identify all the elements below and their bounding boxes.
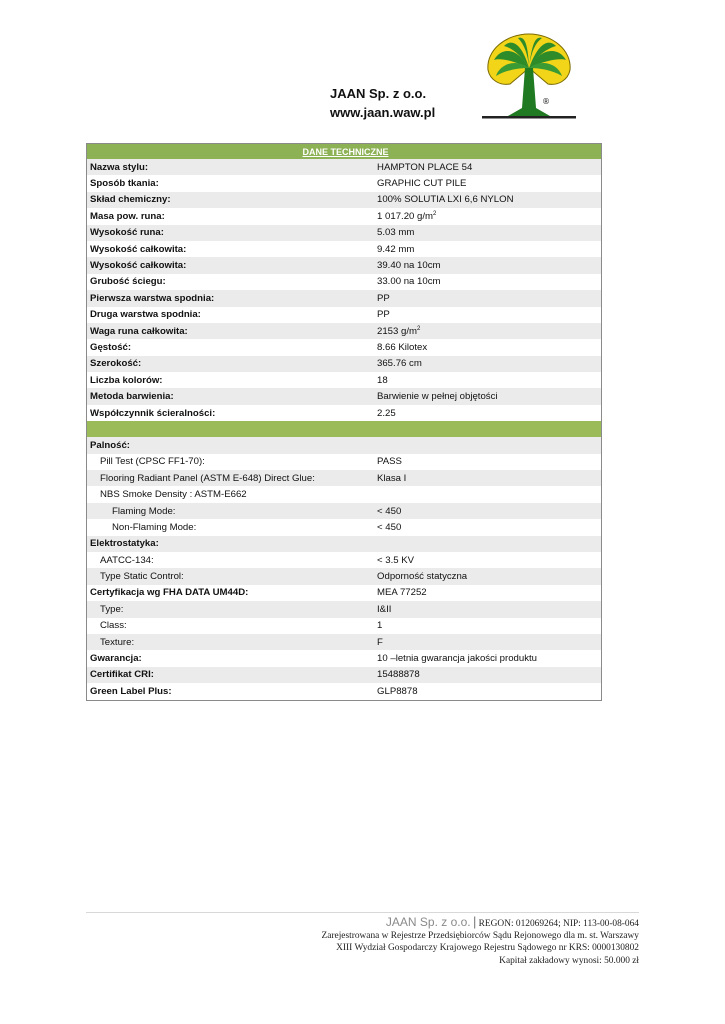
- row-value: [373, 568, 601, 584]
- row-value-text: < 450: [377, 521, 402, 533]
- table-row: [87, 470, 602, 486]
- row-value: [373, 470, 601, 486]
- footer-line-4: Kapitał zakładowy wynosi: 50.000 zł: [499, 955, 639, 966]
- table-row: [87, 208, 602, 224]
- row-value-text: F: [377, 636, 383, 648]
- table-row: [87, 257, 602, 273]
- footer-divider: [86, 912, 639, 913]
- table-row: [87, 323, 602, 339]
- row-value-text: Barwienie w pełnej objętości: [377, 391, 498, 403]
- table-row: [87, 536, 602, 552]
- row-value: [373, 552, 601, 568]
- unit-exponent: 2: [433, 210, 437, 217]
- row-label: Pill Test (CPSC FF1-70):: [100, 456, 205, 468]
- row-label: Metoda barwienia:: [87, 388, 374, 404]
- row-value-text: PP: [377, 309, 390, 321]
- row-value-text: PP: [377, 292, 390, 304]
- row-value: [373, 650, 601, 666]
- row-value: [373, 257, 601, 273]
- table-title-row: [87, 144, 602, 160]
- company-name: JAAN Sp. z o.o.: [330, 86, 427, 101]
- row-value-text: 33.00 na 10cm: [377, 276, 441, 288]
- table-row: [87, 356, 602, 372]
- row-label: Wysokość całkowita:: [90, 243, 187, 255]
- row-label: Współczynnik ścieralności:: [90, 407, 216, 419]
- row-value-text: 18: [377, 374, 388, 386]
- row-label: NBS Smoke Density : ASTM-E662: [100, 489, 247, 501]
- row-label: Sposób tkania:: [90, 178, 159, 190]
- row-value: [373, 405, 601, 421]
- table-row: [87, 585, 602, 601]
- row-label: Palność:: [87, 437, 374, 453]
- row-value: [373, 323, 601, 339]
- row-value: [373, 307, 601, 323]
- table-row: [87, 486, 602, 502]
- section-divider-row: [87, 421, 602, 437]
- table-row: [87, 618, 602, 634]
- table-row: [87, 307, 602, 323]
- table-row: [87, 175, 602, 191]
- row-value: [373, 356, 601, 372]
- row-value-text: 8.66 Kilotex: [377, 341, 428, 353]
- row-value: [373, 241, 601, 257]
- row-value: [373, 634, 601, 650]
- row-label: Certyfikacja wg FHA DATA UM44D:: [90, 587, 249, 599]
- row-label: Flaming Mode:: [87, 503, 374, 519]
- row-label: Texture:: [87, 634, 374, 650]
- footer-separator: |: [472, 914, 477, 929]
- company-website[interactable]: www.jaan.waw.pl: [330, 105, 436, 120]
- table-row: [87, 683, 602, 700]
- row-label: Flooring Radiant Panel (ASTM E-648) Direct Glue:: [87, 470, 374, 486]
- row-value-text: 2.25: [377, 407, 396, 419]
- technical-data-table: [86, 143, 602, 701]
- row-value: [373, 192, 601, 208]
- row-label: Gęstość:: [90, 341, 132, 353]
- table-row: [87, 667, 602, 683]
- row-value-text: 5.03 mm: [377, 227, 415, 239]
- row-label: Class:: [100, 620, 127, 632]
- table-row: [87, 454, 602, 470]
- row-value: [373, 667, 601, 683]
- row-value-text: 15488878: [377, 669, 420, 681]
- row-value: [373, 601, 601, 617]
- row-value: [373, 339, 601, 355]
- table-row: [87, 372, 602, 388]
- table-row: [87, 159, 602, 175]
- row-value-text: 10 –letnia gwarancja jakości produktu: [377, 653, 538, 665]
- row-value: [373, 388, 601, 404]
- footer: [322, 916, 639, 967]
- row-value: [373, 519, 601, 535]
- footer-brand: JAAN Sp. z o.o.: [385, 915, 471, 929]
- row-label: Liczba kolorów:: [90, 374, 163, 386]
- table-row: [87, 274, 602, 290]
- row-label: Wysokość całkowita:: [87, 257, 374, 273]
- row-label: Nazwa stylu:: [87, 159, 374, 175]
- table-title: DANE TECHNICZNE: [87, 144, 602, 160]
- row-value: [373, 274, 601, 290]
- row-value: [373, 175, 601, 191]
- row-value-text: 39.40 na 10cm: [377, 260, 441, 272]
- table-row: [87, 225, 602, 241]
- section-divider-cell: [87, 421, 602, 437]
- footer-regon-nip: REGON: 012069264; NIP: 113-00-08-064: [478, 919, 639, 929]
- registered-mark: ®: [542, 97, 550, 106]
- row-value: [373, 486, 601, 502]
- row-value: [373, 372, 601, 388]
- row-value: [373, 208, 601, 224]
- row-value-text: HAMPTON PLACE 54: [377, 161, 473, 173]
- row-label: Green Label Plus:: [90, 685, 172, 697]
- table-row: [87, 339, 602, 355]
- footer-line-1: [322, 916, 639, 930]
- footer-line-3: XIII Wydział Gospodarczy Krajowego Rejestru Sądowego nr KRS: 0000130802: [336, 943, 639, 954]
- row-value-text: GLP8878: [377, 685, 418, 697]
- table-row: [87, 503, 602, 519]
- table-row: [87, 552, 602, 568]
- row-value-text: 365.76 cm: [377, 358, 422, 370]
- row-label: AATCC-134:: [100, 554, 154, 566]
- company-header: [330, 84, 435, 122]
- table-row: [87, 388, 602, 404]
- row-value-text: MEA 77252: [377, 587, 427, 599]
- row-value: [373, 618, 601, 634]
- table-row: [87, 650, 602, 666]
- row-label: Gwarancja:: [90, 653, 142, 665]
- row-label: Skład chemiczny:: [87, 192, 374, 208]
- unit-exponent: 2: [417, 325, 421, 332]
- row-value-text: Odporność statyczna: [377, 571, 468, 583]
- row-label: Non-Flaming Mode:: [112, 521, 197, 533]
- row-value-text: < 450: [377, 505, 402, 517]
- table-row: [87, 519, 602, 535]
- table-row: [87, 405, 602, 421]
- row-label: Type Static Control:: [87, 568, 374, 584]
- row-value: [373, 225, 601, 241]
- row-value: [373, 503, 601, 519]
- row-label: Elektrostatyka:: [87, 536, 374, 552]
- row-value: [373, 536, 601, 552]
- table-row: [87, 634, 602, 650]
- row-label: Wysokość runa:: [87, 225, 374, 241]
- row-value-text: Klasa I: [377, 472, 407, 484]
- table-row: [87, 601, 602, 617]
- row-label: Szerokość:: [87, 356, 374, 372]
- table-row: [87, 241, 602, 257]
- table-row: [87, 290, 602, 306]
- row-label: Grubość ściegu:: [90, 276, 166, 288]
- row-value-text: 2153 g/m: [377, 325, 418, 337]
- row-value-text: 100% SOLUTIA LXI 6,6 NYLON: [377, 194, 514, 206]
- row-value-text: PASS: [377, 456, 402, 468]
- row-label: Masa pow. runa:: [90, 210, 165, 222]
- row-label: Type:: [87, 601, 374, 617]
- row-value: [373, 437, 601, 453]
- row-value-text: 1: [377, 620, 383, 632]
- footer-line-2: Zarejestrowana w Rejestrze Przedsiębiorców Sądu Rejonowego dla m. st. Warszawy: [321, 931, 639, 942]
- row-value: [373, 585, 601, 601]
- row-label: Certifikat CRI:: [87, 667, 374, 683]
- tree-logo-icon: [478, 28, 580, 120]
- row-label: Druga warstwa spodnia:: [90, 309, 201, 321]
- row-value-text: I&II: [377, 603, 392, 615]
- table-row: [87, 568, 602, 584]
- row-value-text: 9.42 mm: [377, 243, 415, 255]
- row-value-text: 1 017.20 g/m: [377, 210, 434, 222]
- row-label: Waga runa całkowita:: [87, 323, 374, 339]
- row-value: [373, 454, 601, 470]
- row-value-text: < 3.5 KV: [377, 554, 415, 566]
- table-row: [87, 192, 602, 208]
- row-value: [373, 159, 601, 175]
- row-value-text: GRAPHIC CUT PILE: [377, 178, 467, 190]
- row-label: Pierwsza warstwa spodnia:: [87, 290, 374, 306]
- table-row: [87, 437, 602, 453]
- row-value: [373, 683, 601, 700]
- row-value: [373, 290, 601, 306]
